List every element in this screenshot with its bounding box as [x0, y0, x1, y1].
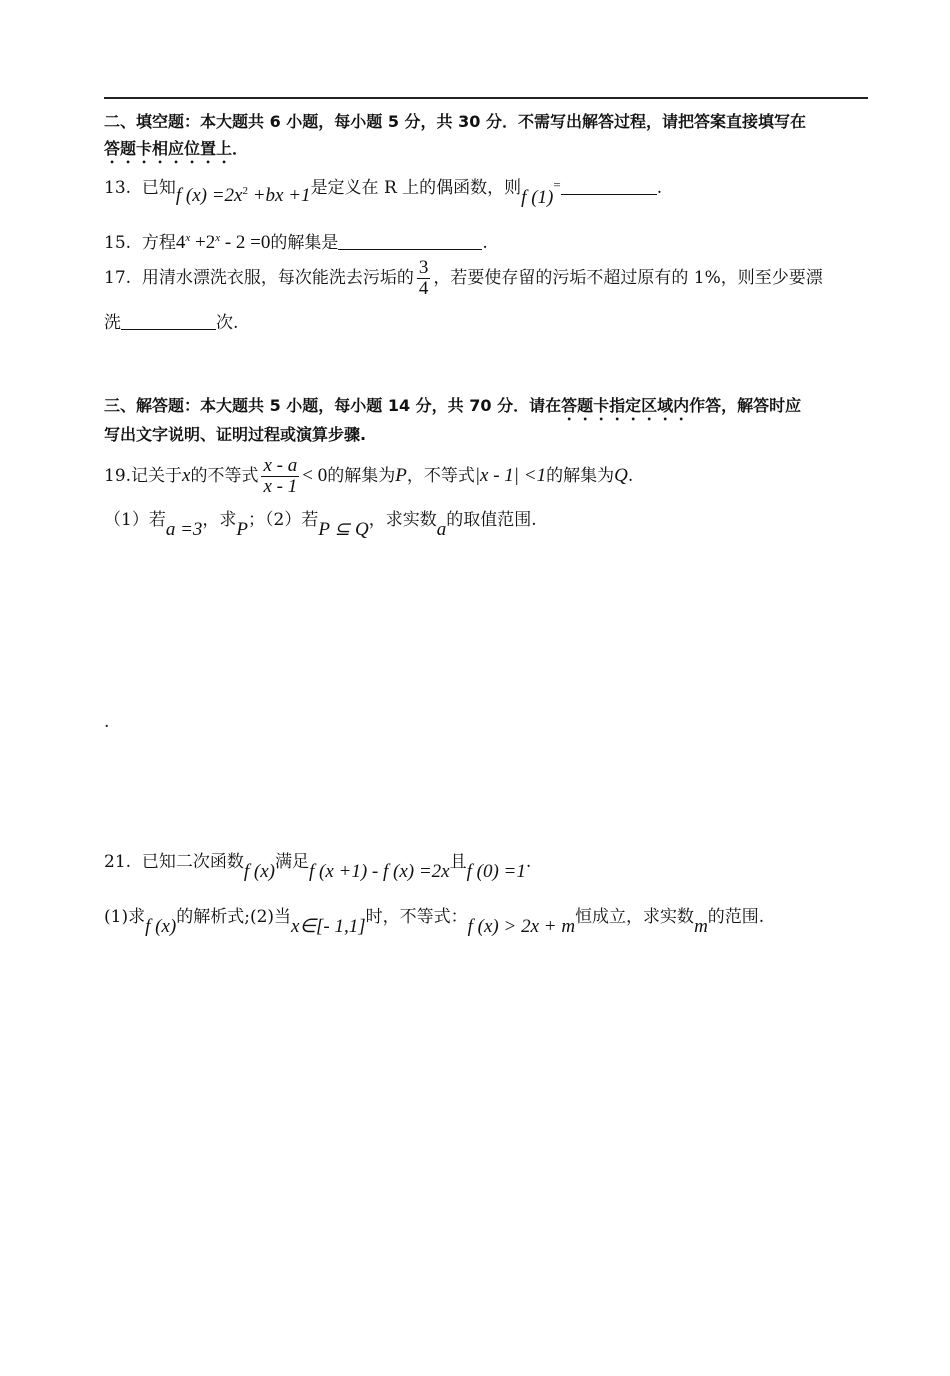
answer-blank[interactable] — [121, 315, 216, 330]
question-21-line1 — [104, 850, 532, 882]
math-exponent: x — [185, 232, 191, 244]
question-text: 的解集为 — [546, 466, 615, 486]
question-13 — [104, 171, 663, 208]
question-text: （1）若 — [104, 510, 166, 530]
section3-heading-text: 作答，解答时应 — [689, 396, 802, 415]
question-text: 用清水漂洗衣服，每次能洗去污垢的 — [141, 268, 414, 288]
math-exponent: x — [215, 232, 221, 244]
question-end: . — [482, 233, 488, 253]
question-17-line2 — [104, 311, 238, 335]
question-text: 的解集为 — [327, 466, 396, 486]
section3-heading-text: 写出文字说明、证明过程或演算步骤. — [104, 425, 367, 444]
stray-dot: . — [104, 712, 110, 732]
math-expression: +bx +1 — [247, 185, 311, 206]
question-17-line1 — [104, 256, 823, 300]
math-equals: = — [553, 177, 561, 192]
question-text: 的取值范围. — [446, 510, 537, 530]
math-expression: f (1) — [521, 187, 554, 208]
math-expression: f (x) > 2x + m — [467, 916, 576, 937]
math-expression: f (x) =2x — [175, 185, 243, 206]
question-21-line2 — [104, 905, 765, 937]
fraction-denominator: 4 — [418, 278, 429, 299]
math-expression: 4 — [175, 232, 186, 253]
answer-blank[interactable] — [561, 180, 657, 195]
section2-heading-end: ． — [232, 139, 249, 158]
question-number: 17. — [104, 268, 132, 288]
question-text: 的解析式;(2)当 — [176, 907, 292, 927]
question-text: 时，不等式： — [365, 907, 468, 927]
question-text: ，若要使存留的污垢不超过原有的 1%，则至少要漂 — [433, 268, 823, 288]
math-expression: f (x) — [243, 861, 275, 882]
question-text: ，求 — [202, 510, 237, 530]
math-expression: f (0) =1 — [466, 861, 526, 882]
question-text: ，求实数 — [368, 510, 437, 530]
question-end: . — [525, 852, 532, 872]
section3-heading-line2 — [104, 423, 366, 447]
question-19-line2 — [104, 508, 537, 540]
question-text: (1)求 — [104, 907, 146, 927]
math-exponent: 2 — [242, 185, 248, 197]
math-expression: x∈[- 1,1] — [291, 916, 366, 937]
answer-blank[interactable] — [338, 235, 482, 250]
math-expression: |x - 1| <1 — [474, 465, 547, 486]
question-text: 19.记关于 — [104, 466, 183, 486]
section2-heading-line2 — [104, 137, 248, 167]
math-variable: m — [694, 916, 708, 937]
question-text: 已知 — [141, 178, 176, 198]
fraction-denominator: x - 1 — [263, 476, 298, 497]
section2-emphasis-text: 答题卡相应位置上 — [104, 139, 233, 158]
question-text: 的范围. — [707, 907, 765, 927]
question-end: . — [627, 466, 634, 486]
question-text: 恒成立，求实数 — [575, 907, 695, 927]
question-text: ，不等式 — [406, 466, 475, 486]
question-text: 满足 — [274, 852, 309, 872]
question-15 — [104, 226, 488, 255]
question-text: 的解集是 — [270, 233, 339, 253]
math-expression: +2 — [190, 232, 216, 253]
section3-heading-line1 — [104, 394, 801, 424]
question-text: 且 — [449, 852, 467, 872]
fraction-numerator: 3 — [418, 257, 429, 278]
math-variable: Q — [614, 465, 628, 486]
math-variable: x — [182, 465, 191, 486]
section3-heading-text: 三、解答题：本大题共 5 小题，每小题 14 分，共 70 分．请在 — [104, 396, 562, 415]
fraction-numerator: x - a — [263, 455, 298, 476]
section2-heading-line1 — [104, 110, 806, 134]
question-text: 次. — [216, 313, 239, 333]
section3-emphasis-text: 答题卡指定区域内 — [561, 396, 690, 415]
question-text: 方程 — [141, 233, 176, 253]
math-variable: P — [395, 465, 407, 486]
question-text: 的不等式 — [190, 466, 259, 486]
question-text: 已知二次函数 — [141, 852, 244, 872]
question-text: 是定义在 R 上的偶函数，则 — [310, 178, 522, 198]
math-variable: a — [436, 519, 447, 540]
fraction — [417, 258, 431, 299]
question-text: 洗 — [104, 313, 121, 333]
section2-heading-text: 二、填空题：本大题共 6 小题，每小题 5 分，共 30 分．不需写出解答过程，请把答案直接填写在 — [104, 112, 806, 131]
math-expression: f (x) — [145, 916, 177, 937]
top-rule — [104, 97, 868, 99]
question-end: . — [656, 178, 663, 198]
math-expression: P ⊆ Q — [318, 519, 369, 540]
question-number: 13. — [104, 178, 132, 198]
fraction — [261, 456, 299, 497]
math-variable: P — [236, 519, 249, 540]
math-expression: f (x +1) - f (x) =2x — [308, 861, 450, 882]
question-number: 21. — [104, 852, 132, 872]
question-19-line1 — [104, 452, 633, 500]
math-expression: - 2 =0 — [220, 232, 271, 253]
math-expression: a =3 — [165, 519, 203, 540]
question-text: ；（2）若 — [248, 510, 319, 530]
math-expression: < 0 — [302, 465, 328, 486]
question-number: 15. — [104, 233, 132, 253]
